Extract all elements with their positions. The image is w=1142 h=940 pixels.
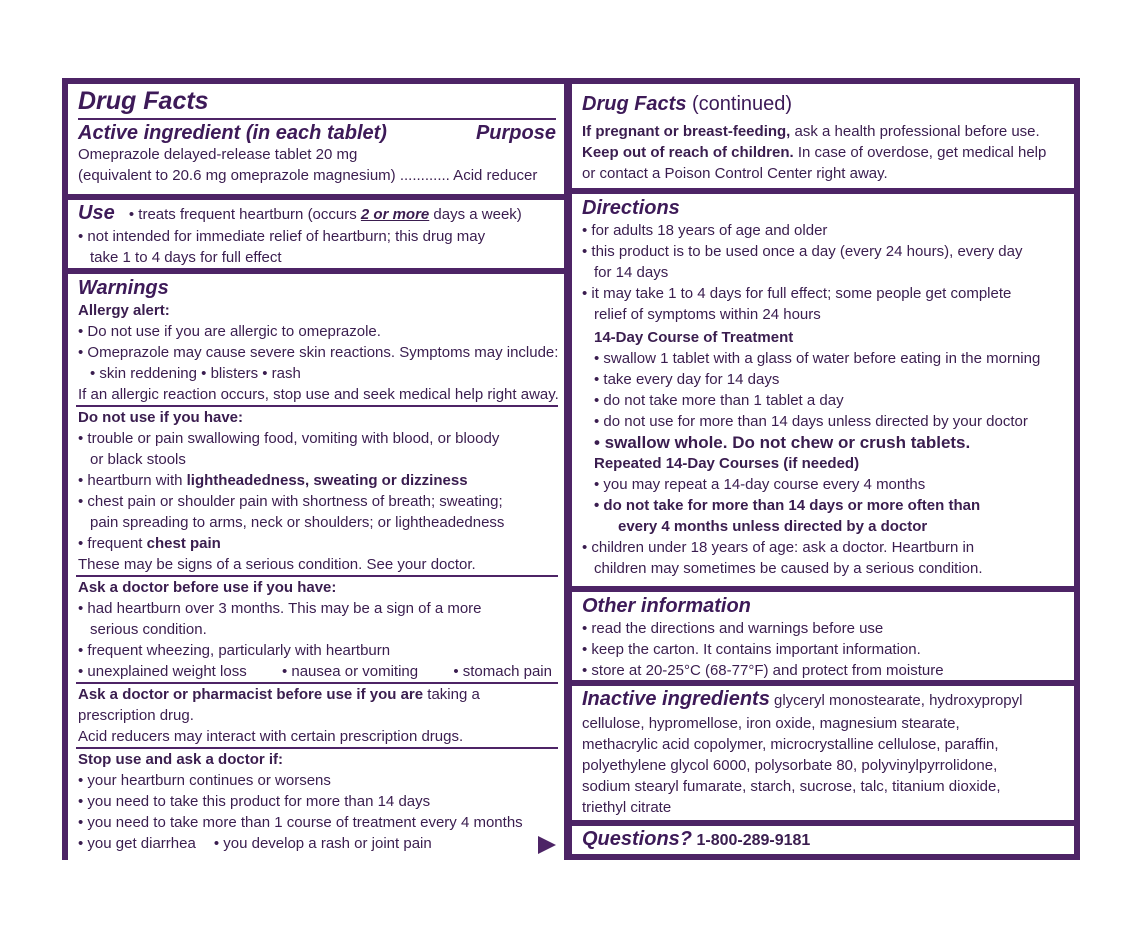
directions-line-2b: for 14 days <box>594 264 669 281</box>
ask-doctor-line-1b: serious condition. <box>90 621 207 638</box>
allergy-line-4: If an allergic reaction occurs, stop use and seek medical help right away. <box>78 386 559 403</box>
do-not-use-line-1: • trouble or pain swallowing food, vomiting with blood, or bloody <box>78 430 500 447</box>
ask-doctor-line-2: • frequent wheezing, particularly with heartburn <box>78 642 391 659</box>
ask-pharmacist-rest: taking a <box>423 686 480 703</box>
stop-use-line-4a: • you get diarrhea <box>78 835 196 852</box>
other-information-heading: Other information <box>582 595 751 617</box>
active-line-1: Omeprazole delayed-release tablet 20 mg <box>78 146 358 163</box>
use-line-1-emphasis: 2 or more <box>360 206 430 223</box>
inactive-ingredients-box <box>572 686 1074 820</box>
allergy-line-2: • Omeprazole may cause severe skin reactions. Symptoms may include: <box>78 344 559 361</box>
ask-doctor-line-1: • had heartburn over 3 months. This may be a sign of a more <box>78 600 482 617</box>
allergy-alert-heading: Allergy alert: <box>78 302 170 319</box>
ask-doctor-line-3b: • nausea or vomiting <box>281 663 419 680</box>
other-information-box <box>572 592 1074 680</box>
questions-box <box>572 826 1074 854</box>
ask-doctor-line-3a: • unexplained weight loss <box>78 663 247 680</box>
directions-box <box>572 194 1074 586</box>
repeat-heading: Repeated 14-Day Courses (if needed) <box>594 455 860 472</box>
continued-box <box>572 84 1074 188</box>
do-not-use-line-4b: chest pain <box>146 535 221 552</box>
use-heading: Use <box>78 202 115 224</box>
ask-pharmacist-line-2: prescription drug. <box>78 707 194 724</box>
do-not-use-line-1b: or black stools <box>90 451 186 468</box>
inactive-line-2: cellulose, hypromellose, iron oxide, magnesium stearate, <box>582 715 960 732</box>
directions-heading: Directions <box>582 197 680 219</box>
inactive-line-3: methacrylic acid copolymer, microcrystalline cellulose, paraffin, <box>582 736 999 753</box>
inactive-line-1: glyceryl monostearate, hydroxypropyl <box>769 692 1023 709</box>
questions-heading: Questions? <box>582 828 693 850</box>
other-line-2: • keep the carton. It contains important information. <box>582 641 921 658</box>
continued-title: Drug Facts <box>582 93 687 115</box>
continue-arrow-icon <box>538 836 556 854</box>
ask-doctor-heading: Ask a doctor before use if you have: <box>78 579 337 596</box>
repeat-line-2b: every 4 months unless directed by a doctor <box>618 518 928 535</box>
ask-doctor-line-3c: • stomach pain <box>453 663 552 680</box>
stop-use-heading: Stop use and ask a doctor if: <box>78 751 284 768</box>
pregnant-bold: If pregnant or breast-feeding, <box>582 123 791 140</box>
stop-use-line-1: • your heartburn continues or worsens <box>78 772 331 789</box>
do-not-use-heading: Do not use if you have: <box>78 409 244 426</box>
allergy-line-3: • skin reddening • blisters • rash <box>90 365 301 382</box>
keep-out-rest: In case of overdose, get medical help <box>793 144 1047 161</box>
course-heading: 14-Day Course of Treatment <box>594 329 794 346</box>
use-box <box>68 200 564 268</box>
active-ingredient-heading: Active ingredient (in each tablet) <box>78 122 387 144</box>
children-line-1b: children may sometimes be caused by a serious condition. <box>594 560 983 577</box>
course-line-4: • do not use for more than 14 days unless directed by your doctor <box>594 413 1028 430</box>
ask-pharmacist-heading: Ask a doctor or pharmacist before use if you are <box>78 686 424 703</box>
questions-phone: 1-800-289-9181 <box>692 832 811 849</box>
inactive-line-4: polyethylene glycol 6000, polysorbate 80, polyvinylpyrrolidone, <box>582 757 998 774</box>
drug-facts-panel <box>62 78 1080 860</box>
course-line-5: • swallow whole. Do not chew or crush tablets. <box>594 433 971 452</box>
repeat-line-1: • you may repeat a 14-day course every 4 months <box>594 476 926 493</box>
inactive-line-6: triethyl citrate <box>582 799 672 816</box>
course-line-2: • take every day for 14 days <box>594 371 780 388</box>
course-line-3: • do not take more than 1 tablet a day <box>594 392 844 409</box>
use-line-3: take 1 to 4 days for full effect <box>90 249 282 266</box>
purpose-heading: Purpose <box>475 122 556 144</box>
allergy-line-1: • Do not use if you are allergic to omeprazole. <box>78 323 381 340</box>
course-line-1: • swallow 1 tablet with a glass of water before eating in the morning <box>594 350 1041 367</box>
inactive-line-5: sodium stearyl fumarate, starch, sucrose, talc, titanium dioxide, <box>582 778 1001 795</box>
use-line-1b: days a week) <box>429 206 522 223</box>
active-ingredient-box <box>68 84 564 194</box>
repeat-line-2: • do not take for more than 14 days or more often than <box>594 497 981 514</box>
directions-line-3b: relief of symptoms within 24 hours <box>594 306 821 323</box>
continued-label: (continued) <box>686 93 793 115</box>
do-not-use-line-2b: lightheadedness, sweating or dizziness <box>186 472 468 489</box>
keep-out-bold: Keep out of reach of children. <box>582 144 794 161</box>
drug-facts-title: Drug Facts <box>78 86 556 120</box>
warnings-box <box>68 274 564 860</box>
use-line-1a: • treats frequent heartburn (occurs <box>128 206 361 223</box>
stop-use-line-3: • you need to take more than 1 course of treatment every 4 months <box>78 814 523 831</box>
other-line-3: • store at 20-25°C (68-77°F) and protect from moisture <box>582 662 944 679</box>
pregnant-rest: ask a health professional before use. <box>790 123 1040 140</box>
stop-use-line-2: • you need to take this product for more than 14 days <box>78 793 431 810</box>
other-line-1: • read the directions and warnings before use <box>582 620 884 637</box>
warnings-heading: Warnings <box>78 277 169 299</box>
do-not-use-line-3: • chest pain or shoulder pain with shortness of breath; sweating; <box>78 493 503 510</box>
children-line-1: • children under 18 years of age: ask a doctor. Heartburn in <box>582 539 975 556</box>
do-not-use-line-3b: pain spreading to arms, neck or shoulders; or lightheadedness <box>90 514 505 531</box>
use-line-2: • not intended for immediate relief of heartburn; this drug may <box>78 228 486 245</box>
keep-out-line-2: or contact a Poison Control Center right away. <box>582 165 888 182</box>
directions-line-1: • for adults 18 years of age and older <box>582 222 828 239</box>
directions-line-3: • it may take 1 to 4 days for full effect; some people get complete <box>582 285 1012 302</box>
do-not-use-line-5: These may be signs of a serious condition. See your doctor. <box>78 556 476 573</box>
inactive-heading: Inactive ingredients <box>582 688 770 710</box>
ask-pharmacist-line-3: Acid reducers may interact with certain prescription drugs. <box>78 728 464 745</box>
do-not-use-line-4a: • frequent <box>78 535 147 552</box>
active-line-2: (equivalent to 20.6 mg omeprazole magnesium) ............ Acid reducer <box>78 167 538 184</box>
stop-use-line-4b: • you develop a rash or joint pain <box>213 835 432 852</box>
directions-line-2: • this product is to be used once a day (every 24 hours), every day <box>582 243 1023 260</box>
do-not-use-line-2a: • heartburn with <box>78 472 187 489</box>
